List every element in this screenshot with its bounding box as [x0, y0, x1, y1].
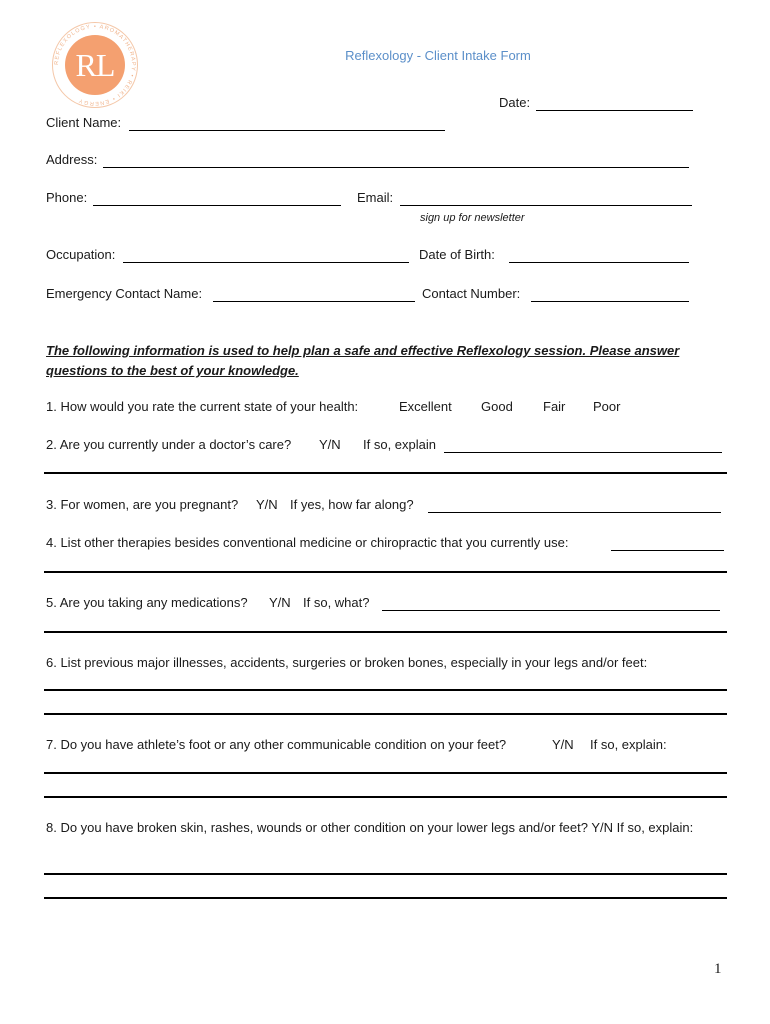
logo-initials: RL — [75, 47, 115, 83]
svg-text:REFLEXOLOGY • AROMATHERAPY • R: REFLEXOLOGY • AROMATHERAPY • REIKI • ENERGY — [53, 23, 137, 107]
phone-label: Phone: — [46, 190, 88, 205]
q6-answer-line-2[interactable] — [44, 713, 727, 715]
q2-answer-field[interactable] — [444, 452, 722, 453]
q7-yes-no[interactable]: Y/N — [552, 737, 574, 752]
q4-answer-field[interactable] — [611, 550, 724, 551]
q1-text: 1. How would you rate the current state of your health: — [46, 399, 359, 414]
q2-yes-no[interactable]: Y/N — [319, 437, 341, 452]
q4-text: 4. List other therapies besides conventional medicine or chiropractic that you currently use: — [46, 535, 569, 550]
address-label: Address: — [46, 152, 98, 167]
email-label: Email: — [357, 190, 394, 205]
q2-text: 2. Are you currently under a doctor’s care? — [46, 437, 292, 452]
q3-yes-no[interactable]: Y/N — [256, 497, 278, 512]
q5-answer-field[interactable] — [382, 610, 720, 611]
q7-follow-up: If so, explain: — [590, 737, 667, 752]
q7-answer-line-1[interactable] — [44, 772, 727, 774]
q2-answer-line[interactable] — [44, 472, 727, 474]
q8-text: 8. Do you have broken skin, rashes, wounds or other condition on your lower legs and/or feet? Y/N If so, explain: — [46, 820, 694, 835]
q5-text: 5. Are you taking any medications? — [46, 595, 248, 610]
q1-option-excellent[interactable]: Excellent — [399, 399, 452, 414]
q8-answer-line-1[interactable] — [44, 873, 727, 875]
phone-field[interactable] — [93, 205, 341, 206]
newsletter-note[interactable]: sign up for newsletter — [420, 212, 525, 224]
q5-answer-line[interactable] — [44, 631, 727, 633]
q1-option-fair[interactable]: Fair — [543, 399, 566, 414]
q3-text: 3. For women, are you pregnant? — [46, 497, 239, 512]
q3-answer-field[interactable] — [428, 512, 721, 513]
q7-text: 7. Do you have athlete’s foot or any other communicable condition on your feet? — [46, 737, 507, 752]
q3-follow-up: If yes, how far along? — [290, 497, 414, 512]
address-field[interactable] — [103, 167, 689, 168]
occupation-field[interactable] — [123, 262, 409, 263]
q5-yes-no[interactable]: Y/N — [269, 595, 291, 610]
form-title: Reflexology - Client Intake Form — [345, 48, 531, 63]
occupation-label: Occupation: — [46, 247, 116, 262]
emergency-contact-field[interactable] — [213, 301, 415, 302]
emergency-contact-label: Emergency Contact Name: — [46, 286, 203, 301]
dob-field[interactable] — [509, 262, 689, 263]
q8-answer-line-2[interactable] — [44, 897, 727, 899]
date-label: Date: — [499, 95, 531, 110]
q7-answer-line-2[interactable] — [44, 796, 727, 798]
q1-option-good[interactable]: Good — [481, 399, 513, 414]
q2-follow-up: If so, explain — [363, 437, 436, 452]
q5-follow-up: If so, what? — [303, 595, 370, 610]
q4-answer-line[interactable] — [44, 571, 727, 573]
client-name-label: Client Name: — [46, 115, 122, 130]
email-field[interactable] — [400, 205, 692, 206]
client-name-field[interactable] — [129, 130, 445, 131]
dob-label: Date of Birth: — [419, 247, 495, 262]
date-field[interactable] — [536, 110, 693, 111]
contact-number-label: Contact Number: — [422, 286, 521, 301]
q6-text: 6. List previous major illnesses, accidents, surgeries or broken bones, especially in your legs and/or feet: — [46, 655, 648, 670]
intro-instructions: The following information is used to help plan a safe and effective Reflexology session. Please answer questions to the best of your knowledge. — [46, 343, 680, 378]
q6-answer-line-1[interactable] — [44, 689, 727, 691]
q1-option-poor[interactable]: Poor — [593, 399, 621, 414]
logo — [52, 22, 138, 108]
contact-number-field[interactable] — [531, 301, 689, 302]
page-number: 1 — [714, 961, 722, 977]
